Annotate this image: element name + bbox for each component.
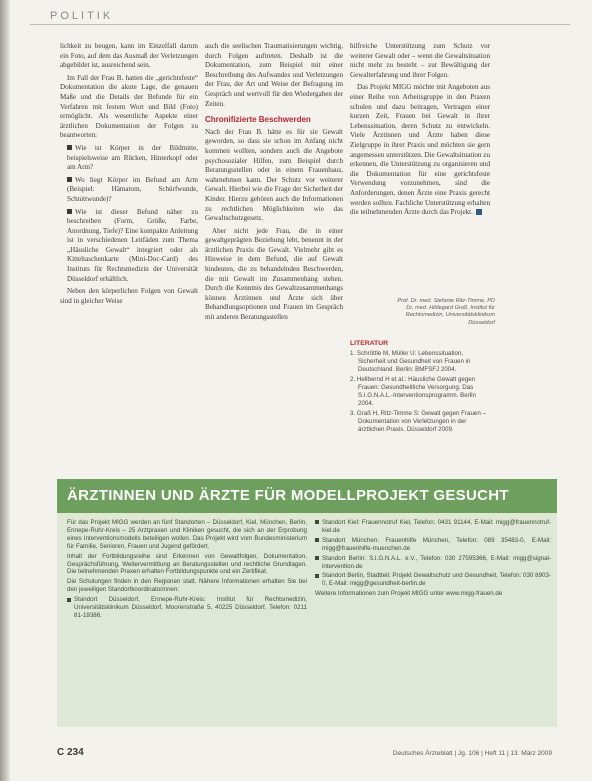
info-paragraph: Weitere Informationen zum Projekt MIGG unter www.migg-frauen.de — [315, 590, 503, 598]
paragraph: hilfreiche Unterstützung zum Schutz vor weiterer Gewalt oder – wenn die Gewaltsituation nicht mehr zu besteht – zur Bewältigung der Gewalterfahrung und ihrer Folgen. — [350, 42, 490, 79]
page-number: C 234 — [57, 747, 84, 758]
info-list-item — [315, 572, 551, 588]
info-list-text: Standort Düsseldorf, Ennepe-Ruhr-Kreis: Institut für Rechtsmedizin, Universitätsklinikum Düsseldorf, Moorenstraße 5, 40225 Düsseldorf, Telefon: 0211 81-19386. — [74, 596, 307, 619]
bullet-square-icon — [67, 209, 72, 214]
journal-footer: Deutsches Ärzteblatt | Jg. 106 | Heft 11 | 13. März 2009 — [392, 750, 552, 757]
info-paragraph: Die Schulungen finden in den Regionen statt. Nähere Informationen erhalten Sie bei den jeweiligen Standortkoordinatorinnen: — [67, 578, 307, 594]
info-list-item — [67, 596, 307, 620]
question-item — [60, 176, 198, 205]
question-text: Wie ist Körper in der Bildmitte, beispielsweise am Rücken, Hinterkopf oder am Arm? — [67, 143, 198, 172]
paragraph: Nach der Frau B. hätte es für sie Gewalt geworden, so dass sie schon im Anfang nicht kommen wollten, sondern auch die Angebote psychosozialer Hilfen, zum Beispiel durch Beratungsstellen oder in einem Frauenhaus, wahrnehmen kann. Der Schutz vor weiterer Gewalt. Hierbei wie die Frage der Sicherheit der Kinder. Hierzu gehören auch die Informationen zu rechtlichen Möglichkeiten wie das Gewaltschutzgesetz. — [205, 127, 343, 223]
paragraph — [350, 83, 490, 217]
author-credit: Prof. Dr. med. Stefanie Ritz-Timme, PD Dr. med. Hildegard Graß, Institut für Rechtsmedizin, Universitätsklinikum Düsseldorf — [397, 298, 495, 326]
paragraph: Neben den körperlichen Folgen von Gewalt sind in gleicher Weise — [60, 287, 198, 305]
info-list-item — [315, 555, 551, 571]
question-text: Wo liegt Körper im Befund am Arm (Beispiel: Hämatom, Schürfwunde, Schnittwunde)? — [67, 175, 198, 203]
bullet-square-icon — [67, 177, 72, 182]
bullet-square-icon — [67, 145, 72, 150]
bullet-square-icon — [315, 520, 319, 524]
section-rubric: POLITIK — [50, 10, 114, 22]
literature-heading: LITERATUR — [350, 340, 389, 347]
text-column-2 — [205, 42, 343, 326]
question-text: Wie ist dieser Befund näher zu beschreiben (Form, Größe, Farbe, Anordnung, Tiefe)? Eine kompakte Anleitung ist in verschiedenen Leitfäden zum Thema „Häusliche Gewalt“ integriert oder als Kitteltaschenkarte (Mini-Doc-Card) des Instituts für Rechtsmedizin der Universität Düsseldorf erhältlich. — [67, 207, 198, 283]
info-list-text: Standort Berlin, Stadtteil: Projekt Gewaltschutz und Gesundheit, Telefon: 030 8903-0, E-Mail: migg@gesundheit-berlin.de — [322, 572, 551, 588]
literature-item: 1. Schröttle M, Müller U: Lebenssituation, Sicherheit und Gesundheit von Frauen in Deutschland. Berlin: BMFSFJ 2004. — [350, 350, 471, 373]
question-item — [60, 144, 198, 173]
info-list-item — [315, 519, 551, 535]
literature-box — [350, 340, 490, 436]
paragraph: Aber nicht jede Frau, die in einer gewaltgeprägten Beziehung lebt, benennt in der ärztlichen Praxis die Gewalt. Vielmehr gibt es Hinweise in dem Befund, die auf Gewalt hindeuten, die zu behandelnden Beschwerden, die mit Gewalt im Zusammenhang stehen. Durch die Kenntnis des Gewaltzusammenhangs können Ärztinnen und Ärzte sich über Behandlungsoptionen und Frauen im Gespräch mit anderen Beratungsstellen — [205, 226, 343, 322]
paragraph: Im Fall der Frau B. hatten die „gerichtsfeste“ Dokumentation die akute Lage, die genauen Maße und die Details der Befunde für ein Verfahren mit festem Wort und Bild (Foto) ermöglicht. Als wesentliche Aspekte einer ärztlichen Dokumentation der Folgen zu beantworten: — [60, 73, 198, 140]
info-box-column-left — [67, 519, 307, 622]
text-column-3 — [350, 42, 490, 221]
paragraph-text: Das Projekt MIGG möchte mit Angeboten aus einer Reihe von Arbeitsgruppe in den Praxen schulen und dazu beitragen, Vertragen einer kurzen Zeit, Frauen bei Gewalt in ihrer Lebenssituation, deren Schutz zu entwickeln. Viele Ärztinnen und Ärzte haben diese Zielgruppe in ihrer Praxis und möchten sie gern angemessen unterstützen. Die Gewaltsituation zu erkennen, die Unterstützung zu organisieren und die Dokumentation für eine gerichtsfeste Verwendung vorzunehmen, sind die Anforderungen, denen Ärzte eine Praxis gerecht werden sollten. Fachliche Unterstützung erhalten die teilnehmenden Ärzte durch das Projekt. — [350, 83, 490, 217]
paragraph: lichkeit zu beugen, kann im Einzelfall darum ein Foto, auf dem das Ausmaß der Verletzungen abgebildet ist, ausreichend sein. — [60, 42, 198, 70]
info-box-title: ÄRZTINNEN UND ÄRZTE FÜR MODELLPROJEKT GESUCHT — [57, 479, 557, 513]
bullet-square-icon — [315, 574, 319, 578]
info-list-text: Standort München: Frauenhilfe München, Telefon: 089 35483-0, E-Mail: migg@frauenhilfe-muenchen.de — [322, 536, 551, 552]
bullet-square-icon — [315, 538, 319, 542]
info-paragraph: Inhalt der Fortbildungsreihe sind Erkennen von Gewaltfolgen, Dokumentation, Gesprächsführung, Weitervermittlung an Beratungsstellen und rechtliche Grundlagen. Die teilnehmenden Praxen erhalten Fortbildungspunkte und ein Zertifikat. — [67, 552, 307, 576]
bullet-square-icon — [315, 556, 319, 560]
info-list-text: Standort Kiel: Frauennotruf Kiel, Telefon: 0431 91144, E-Mail: migg@frauennotruf-kiel.de — [322, 519, 551, 534]
page-binding-shadow — [0, 0, 10, 781]
question-item — [60, 208, 198, 285]
paragraph: auch die seelischen Traumatisierungen wichtig, durch Folgen auftreten. Deshalb ist die Dokumentation, zum Beispiel mit einer Beschreibung des Aufwandes und Verletzungen der Frau, der Art und Weise der Befragung im Gespräch und wertvoll für den Wiedergaben der Zeiten. — [205, 42, 343, 108]
rubric-divider — [30, 24, 570, 25]
bullet-square-icon — [67, 598, 71, 602]
article-end-icon — [476, 209, 482, 215]
literature-item: 3. Graß H, Ritz-Timme S: Gewalt gegen Frauen – Dokumentation von Verletzungen in der ärztlichen Praxis. Düsseldorf 2009. — [350, 410, 486, 433]
info-paragraph: Für das Projekt MIGG werden an fünf Standorten – Düsseldorf, Kiel, München, Berlin, Ennepe-Ruhr-Kreis – 25 Arztpraxen und Kliniken gesucht, die sich an der Erprobung eines Interventionsmodells beteiligen wollen. Das Projekt wird vom Bundesministerium für Familie, Senioren, Frauen und Jugend gefördert. — [67, 519, 307, 550]
text-column-1 — [60, 42, 198, 309]
info-list-text: Standort Berlin: S.I.G.N.A.L. e.V., Telefon: 030 27595366, E-Mail: migg@signal-intervention.de — [322, 554, 551, 570]
info-list-item — [315, 537, 551, 553]
info-box-column-right — [315, 519, 551, 600]
literature-item: 2. Hellbernd H et al.: Häusliche Gewalt gegen Frauen: Gesundheitliche Versorgung. Das S.I.G.N.A.L.-Interventionsprogramm. Berlin 2004. — [350, 376, 476, 407]
info-box — [57, 479, 557, 727]
subheading: Chronifizierte Beschwerden — [205, 115, 311, 125]
